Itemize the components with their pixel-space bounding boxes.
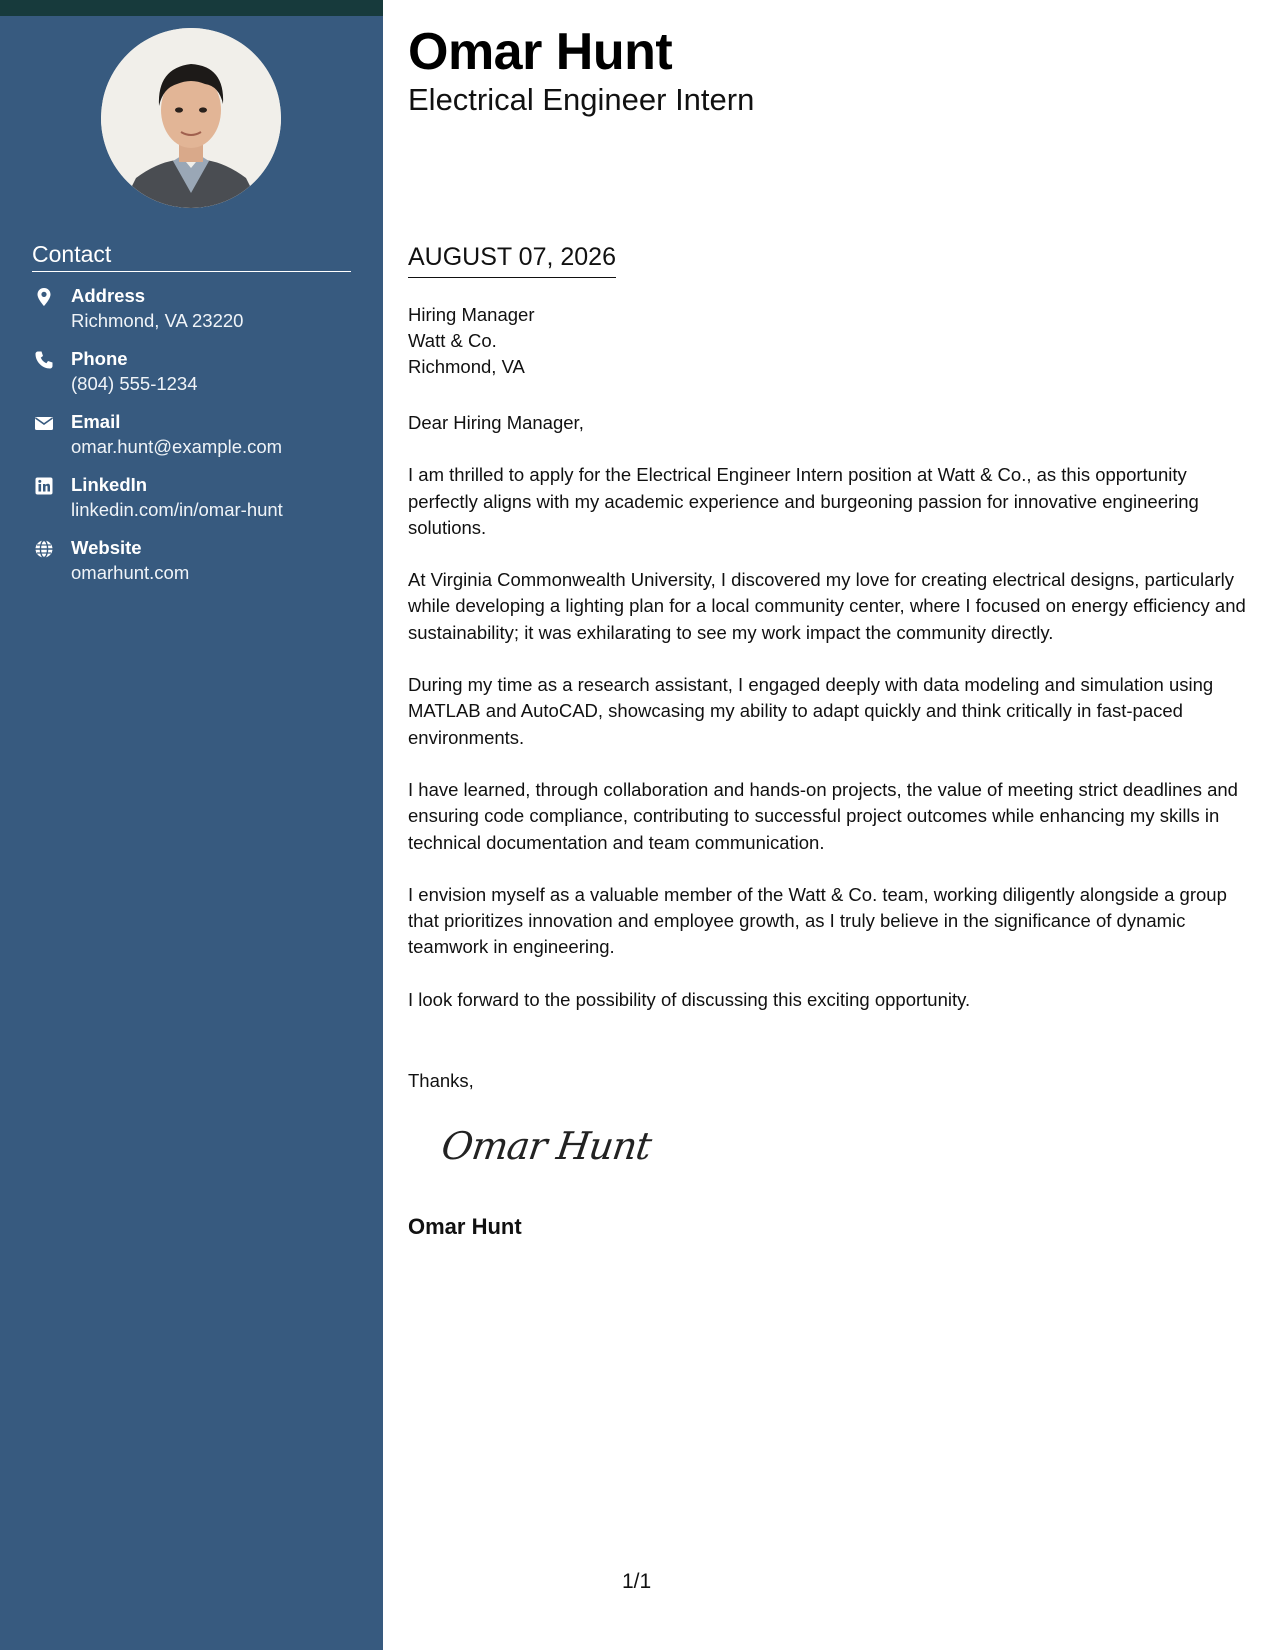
job-title: Electrical Engineer Intern xyxy=(408,82,755,117)
body-paragraph: I am thrilled to apply for the Electrical Engineer Intern position at Watt & Co., as this opportunity perfectly aligns with my academic experience and burgeoning passion for innovative engineering solutions. xyxy=(408,464,1199,538)
contact-phone xyxy=(32,347,362,410)
linkedin-value[interactable]: linkedin.com/in/omar-hunt xyxy=(71,499,283,520)
envelope-icon xyxy=(34,413,54,433)
website-value[interactable]: omarhunt.com xyxy=(71,562,190,583)
contact-label: Phone xyxy=(71,348,128,369)
contact-label: LinkedIn xyxy=(71,474,148,495)
page-number: 1/1 xyxy=(622,1570,652,1593)
contact-email xyxy=(32,410,362,473)
body-paragraph: I look forward to the possibility of discussing this exciting opportunity. xyxy=(408,988,971,1010)
sidebar xyxy=(0,16,383,1650)
globe-icon xyxy=(34,539,54,559)
contact-label: Email xyxy=(71,411,121,432)
recipient-line: Hiring Manager xyxy=(408,304,535,325)
recipient-line: Watt & Co. xyxy=(408,330,497,351)
signature: Omar Hunt xyxy=(438,1124,654,1168)
phone-icon xyxy=(34,350,54,370)
recipient-block xyxy=(408,302,534,380)
body-paragraph: I have learned, through collaboration and hands-on projects, the value of meeting strict deadlines and ensuring code compliance, contributing to successful project outcomes while enhancing my skills in technical documentation and team communication. xyxy=(408,778,1238,853)
linkedin-icon xyxy=(34,476,54,496)
body-paragraph: I envision myself as a valuable member of the Watt & Co. team, working diligently alongside a group that prioritizes innovation and employee growth, as I truly believe in the significance of dynamic teamwork in engineering. xyxy=(408,883,1227,958)
contact-heading: Contact xyxy=(32,241,351,272)
body-paragraph: During my time as a research assistant, I engaged deeply with data modeling and simulation using MATLAB and AutoCAD, showcasing my ability to adapt quickly and think critically in fast-paced environments. xyxy=(408,674,1214,748)
closing: Thanks, xyxy=(408,1070,474,1091)
contact-linkedin xyxy=(32,473,362,536)
letter-date: AUGUST 07, 2026 xyxy=(408,243,616,278)
contact-label: Website xyxy=(71,537,142,558)
email-value[interactable]: omar.hunt@example.com xyxy=(71,436,283,457)
profile-photo xyxy=(101,28,281,208)
location-pin-icon xyxy=(34,287,54,307)
body-paragraph: At Virginia Commonwealth University, I discovered my love for creating electrical designs, particularly while developing a lighting plan for a local community center, where I focused on energy efficiency and sustainability; it was exhilarating to see my work impact the community directly. xyxy=(408,569,1246,643)
phone-value: (804) 555-1234 xyxy=(71,373,198,394)
letter-body xyxy=(408,410,1253,1039)
address-value: Richmond, VA 23220 xyxy=(71,310,244,331)
recipient-line: Richmond, VA xyxy=(408,356,525,377)
applicant-name: Omar Hunt xyxy=(408,23,673,81)
contact-list xyxy=(32,284,362,599)
top-accent-bar xyxy=(0,0,383,16)
signed-name: Omar Hunt xyxy=(408,1214,522,1239)
contact-label: Address xyxy=(71,285,146,306)
greeting: Dear Hiring Manager, xyxy=(408,412,584,433)
contact-address xyxy=(32,284,362,347)
contact-website xyxy=(32,536,362,599)
